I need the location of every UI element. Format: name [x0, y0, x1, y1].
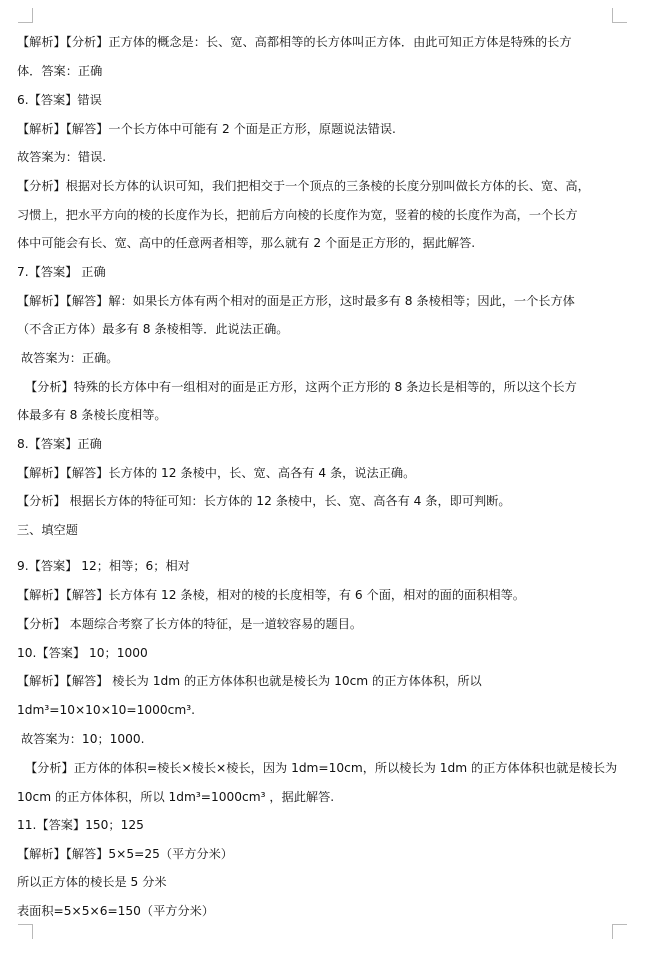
crop-mark-bottom-left: [18, 924, 33, 939]
text-line: 【解析】【解答】长方体有 12 条棱，相对的棱的长度相等，有 6 个面，相对的面的面积相等。: [17, 588, 525, 602]
text-line: 【分析】特殊的长方体中有一组相对的面是正方形，这两个正方形的 8 条边长是相等的，所以这个长方: [25, 380, 577, 394]
answer-heading-6: 6.【答案】错误: [17, 93, 102, 107]
text-line: 【解析】【解答】长方体的 12 条棱中，长、宽、高各有 4 条，说法正确。: [17, 466, 416, 480]
text-line: 【解析】【解答】一个长方体中可能有 2 个面是正方形，原题说法错误.: [17, 122, 396, 136]
answer-heading-7: 7.【答案】 正确: [17, 265, 106, 279]
answer-heading-9: 9.【答案】 12；相等；6；相对: [17, 559, 190, 573]
crop-mark-top-left: [18, 8, 33, 23]
text-line: 【解析】【分析】正方体的概念是：长、宽、高都相等的长方体叫正方体．由此可知正方体是特殊的长方: [17, 35, 572, 49]
text-line: 表面积=5×5×6=150（平方分米）: [17, 904, 215, 918]
text-line: 【解析】【解答】解：如果长方体有两个相对的面是正方形，这时最多有 8 条棱相等；因此，一个长方体: [17, 294, 575, 308]
text-line: 【解析】【解答】5×5=25（平方分米）: [17, 847, 233, 861]
text-line: （不含正方体）最多有 8 条棱相等．此说法正确。: [17, 322, 289, 336]
text-line: 体最多有 8 条棱长度相等。: [17, 408, 167, 422]
text-line: 故答案为：错误.: [17, 150, 107, 164]
formula-line: 1dm³=10×10×10=1000cm³.: [17, 703, 195, 717]
text-line: 故答案为：正确。: [21, 351, 119, 365]
crop-mark-bottom-right: [612, 924, 627, 939]
text-line: 习惯上，把水平方向的棱的长度作为长，把前后方向棱的长度作为宽，竖着的棱的长度作为高，一个长方: [17, 208, 578, 222]
text-line: 【分析】根据对长方体的认识可知，我们把相交于一个顶点的三条棱的长度分别叫做长方体的长、宽、高，: [17, 179, 590, 193]
answer-heading-10: 10.【答案】 10；1000: [17, 646, 148, 660]
answer-heading-11: 11.【答案】150；125: [17, 818, 144, 832]
section-heading: 三、填空题: [17, 523, 78, 537]
text-line: 故答案为：10；1000.: [21, 732, 145, 746]
crop-mark-top-right: [612, 8, 627, 23]
text-line: 【解析】【解答】 棱长为 1dm 的正方体体积也就是棱长为 10cm 的正方体体积，所以: [17, 674, 482, 688]
text-line: 体中可能会有长、宽、高中的任意两者相等，那么就有 2 个面是正方形的，据此解答.: [17, 236, 476, 250]
text-line: 【分析】 根据长方体的特征可知：长方体的 12 条棱中，长、宽、高各有 4 条，即可判断。: [17, 494, 511, 508]
answer-heading-8: 8.【答案】正确: [17, 437, 102, 451]
text-line: 所以正方体的棱长是 5 分米: [17, 875, 167, 889]
formula-line: 10cm 的正方体体积，所以 1dm³=1000cm³ ，据此解答.: [17, 790, 335, 804]
text-line: 【分析】 本题综合考察了长方体的特征，是一道较容易的题目。: [17, 617, 363, 631]
text-line: 【分析】正方体的体积=棱长×棱长×棱长，因为 1dm=10cm，所以棱长为 1dm 的正方体体积也就是棱长为: [25, 761, 618, 775]
text-line: 体．答案：正确: [17, 64, 103, 78]
